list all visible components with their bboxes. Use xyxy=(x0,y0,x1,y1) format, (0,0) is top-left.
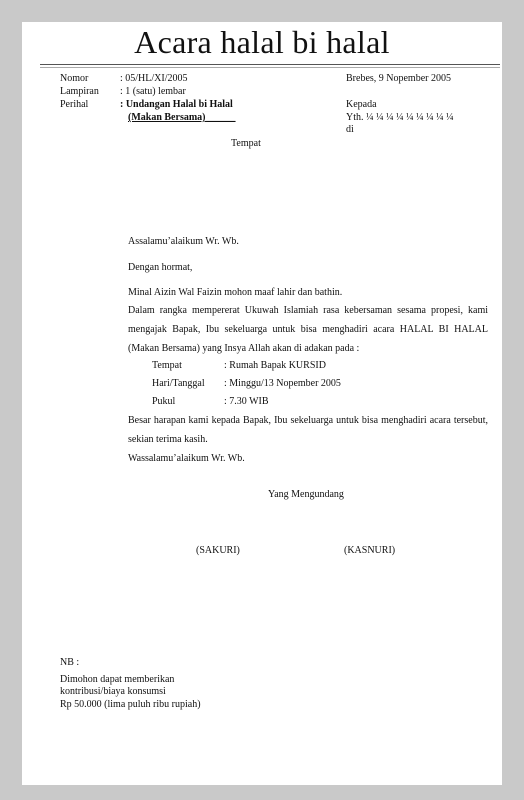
note-label: NB : xyxy=(60,657,80,668)
detail-value-tanggal: : Minggu/13 Nopember 2005 xyxy=(224,378,341,389)
minal-line: Minal Aizin Wal Faizin mohon maaf lahir dan bathin. xyxy=(128,287,343,298)
salutation: Dengan hormat, xyxy=(128,262,193,273)
perihal-label: Perihal xyxy=(60,99,89,110)
title-rule-secondary xyxy=(40,67,500,68)
perihal-value: : Undangan Halal bi Halal xyxy=(120,99,233,110)
greeting: Assalamu’alaikum Wr. Wb. xyxy=(128,236,239,247)
signature-caption: Yang Mengundang xyxy=(268,489,344,500)
nomor-value: : 05/HL/XI/2005 xyxy=(120,73,188,84)
perihal-value-line2: (Makan Bersama)______ xyxy=(128,112,236,123)
letter-date: Brebes, 9 Nopember 2005 xyxy=(346,73,451,84)
closing-paragraph: Besar harapan kami kepada Bapak, Ibu sekeluarga untuk bisa menghadiri acara tersebut, sekian terima kasih. xyxy=(128,415,488,445)
tempat-label: Tempat xyxy=(231,138,261,149)
recipient-line: Yth. ¼ ¼ ¼ ¼ ¼ ¼ ¼ ¼ ¼ xyxy=(346,112,454,123)
signatory-name-2: (KASNURI) xyxy=(344,545,396,556)
detail-value-tempat: : Rumah Bapak KURSID xyxy=(224,360,326,371)
detail-label-tempat: Tempat xyxy=(152,360,182,371)
detail-label-tanggal: Hari/Tanggal xyxy=(152,378,205,389)
signatory-name-1: (SAKURI) xyxy=(196,545,240,556)
invitation-paragraph: Dalam rangka mempererat Ukuwah Islamiah rasa kebersaman sesama propesi, kami mengajak Bapak, Ibu sekeluarga untuk bisa menghadiri acara HALAL BI HALAL (Makan Bersama) yang Insya Allah akan di adakan pada : xyxy=(128,305,488,354)
detail-label-pukul: Pukul xyxy=(152,396,176,407)
lampiran-value: : 1 (satu) lembar xyxy=(120,86,186,97)
nomor-label: Nomor xyxy=(60,73,89,84)
title-rule xyxy=(40,64,500,65)
closing-greeting: Wassalamu’alaikum Wr. Wb. xyxy=(128,453,245,464)
di-label: di xyxy=(346,124,354,135)
note-line-1: Dimohon dapat memberikan xyxy=(60,674,175,685)
document-title: Acara halal bi halal xyxy=(134,24,390,60)
note-line-3: Rp 50.000 (lima puluh ribu rupiah) xyxy=(60,699,201,710)
lampiran-label: Lampiran xyxy=(60,86,99,97)
detail-value-pukul: : 7.30 WIB xyxy=(224,396,269,407)
note-line-2: kontribusi/biaya konsumsi xyxy=(60,686,166,697)
kepada-label: Kepada xyxy=(346,99,377,110)
